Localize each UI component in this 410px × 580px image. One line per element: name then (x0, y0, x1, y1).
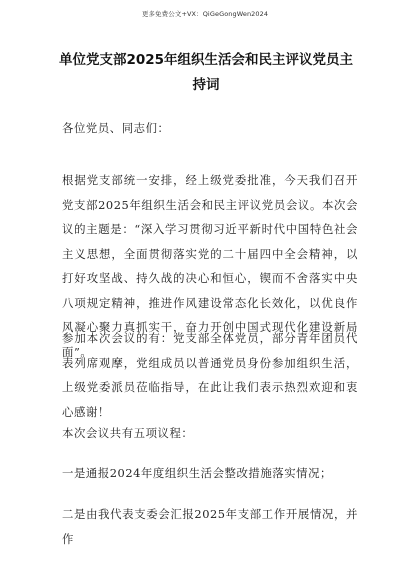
document-title: 单位党支部2025年组织生活会和民主评议党员主持词 (58, 52, 354, 93)
greeting-paragraph: 各位党员、同志们： (62, 121, 170, 135)
header-note: 更多免费公文+VX：QiGeGongWen2024 (141, 10, 269, 18)
attendance-paragraph: 参加本次会议的有：党支部全体党员，部分青年团员代表列席观摩，党组成员以普通党员身份参加组织生活，上级党委派员莅临指导，在此让我们表示热烈欢迎和衷心感谢！ (62, 331, 358, 419)
agenda-item-2: 二是由我代表支委会汇报2025年支部工作开展情况，并作 (62, 507, 358, 546)
agenda-item-1: 一是通报2024年度组织生活会整改措施落实情况； (62, 466, 333, 480)
agenda-count-paragraph: 本次会议共有五项议程： (62, 426, 194, 440)
intro-paragraph: 根据党支部统一安排，经上级党委批准，今天我们召开党支部2025年组织生活会和民主评议党员会议。本次会议的主题是：“深入学习贯彻习近平新时代中国特色社会主义思想，全面贯彻落实党的二十届四中全会精神，以打好攻坚战、持久战的决心和恒心，锲而不舍落实中央八项规定精神，推进作风建设常态化长效化，以优良作风凝心聚力真抓实干，奋力开创中国式现代化建设新局面”。 (62, 173, 358, 359)
